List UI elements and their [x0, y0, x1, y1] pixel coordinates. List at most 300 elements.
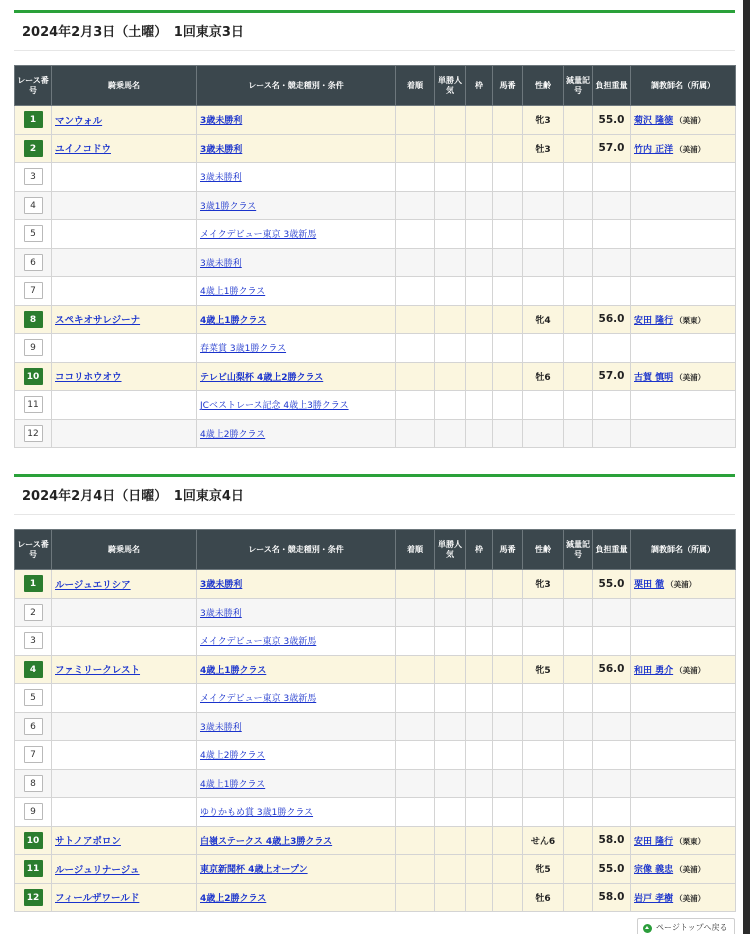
race-table — [14, 65, 736, 448]
sex-age-cell: 牝3 — [523, 106, 564, 135]
race-cell — [197, 712, 396, 741]
race-number-cell — [15, 419, 52, 448]
trainer-cell — [631, 134, 736, 163]
race-number-badge: 9 — [24, 803, 43, 820]
trainer-name-link[interactable]: 和田 勇介 — [634, 665, 674, 676]
frame-cell — [466, 598, 493, 627]
column-header: 減量記号 — [564, 66, 593, 106]
race-number-cell — [15, 391, 52, 420]
table-row — [15, 248, 736, 277]
carried-weight-cell: 56.0 — [593, 655, 631, 684]
horse-cell — [52, 855, 197, 884]
race-number-badge: 3 — [24, 632, 43, 649]
table-row — [15, 627, 736, 656]
carried-weight-cell: 56.0 — [593, 305, 631, 334]
weight-reduction-cell — [564, 248, 593, 277]
table-row — [15, 305, 736, 334]
race-name-link[interactable]: 3歳未勝利 — [200, 580, 243, 591]
page-top-button[interactable] — [637, 918, 735, 934]
sex-age-cell — [523, 598, 564, 627]
sex-age-cell: 牝4 — [523, 305, 564, 334]
race-number-cell — [15, 826, 52, 855]
trainer-cell — [631, 570, 736, 599]
column-header: 負担重量 — [593, 530, 631, 570]
race-cell — [197, 627, 396, 656]
frame-cell — [466, 134, 493, 163]
race-number-cell — [15, 769, 52, 798]
race-name-link[interactable]: 4歳上2勝クラス — [200, 429, 266, 440]
weight-reduction-cell — [564, 598, 593, 627]
table-row — [15, 419, 736, 448]
horse-number-cell — [493, 305, 523, 334]
sex-age-cell — [523, 391, 564, 420]
horse-name-link[interactable]: ファミリークレスト — [55, 665, 141, 677]
race-name-link[interactable]: 4歳上1勝クラス — [200, 287, 266, 298]
race-name-link[interactable]: 4歳上1勝クラス — [200, 665, 267, 676]
horse-name-link[interactable]: フィールザワールド — [55, 893, 140, 905]
race-name-link[interactable]: 3歳未勝利 — [200, 608, 242, 619]
weight-reduction-cell — [564, 798, 593, 827]
trainer-affiliation: （美浦） — [675, 865, 706, 875]
popularity-cell — [435, 712, 466, 741]
column-header: レース名・競走種別・条件 — [197, 66, 396, 106]
trainer-affiliation: （栗東） — [675, 836, 706, 846]
frame-cell — [466, 419, 493, 448]
horse-name-link[interactable]: サトノアポロン — [55, 836, 121, 848]
race-number-badge: 1 — [24, 111, 43, 128]
horse-cell — [52, 305, 197, 334]
column-header: 調教師名（所属） — [631, 66, 736, 106]
race-number-cell — [15, 163, 52, 192]
carried-weight-cell: 55.0 — [593, 855, 631, 884]
race-number-badge: 10 — [24, 368, 43, 385]
horse-number-cell — [493, 391, 523, 420]
race-cell — [197, 305, 396, 334]
carried-weight-cell — [593, 419, 631, 448]
race-number-cell — [15, 570, 52, 599]
trainer-cell — [631, 106, 736, 135]
frame-cell — [466, 191, 493, 220]
frame-cell — [466, 826, 493, 855]
trainer-name-link[interactable]: 岩戸 孝樹 — [634, 893, 674, 904]
finish-cell — [396, 106, 435, 135]
finish-cell — [396, 826, 435, 855]
race-number-cell — [15, 655, 52, 684]
race-number-badge: 4 — [24, 197, 43, 214]
carried-weight-cell: 55.0 — [593, 106, 631, 135]
sex-age-cell — [523, 798, 564, 827]
table-row — [15, 191, 736, 220]
horse-number-cell — [493, 769, 523, 798]
horse-number-cell — [493, 741, 523, 770]
race-number-badge: 7 — [24, 282, 43, 299]
frame-cell — [466, 883, 493, 912]
horse-number-cell — [493, 163, 523, 192]
horse-cell — [52, 570, 197, 599]
frame-cell — [466, 769, 493, 798]
horse-cell — [52, 712, 197, 741]
race-number-badge: 4 — [24, 661, 43, 678]
race-cell — [197, 191, 396, 220]
sex-age-cell — [523, 191, 564, 220]
trainer-name-link[interactable]: 菊沢 隆徳 — [634, 116, 674, 127]
carried-weight-cell — [593, 769, 631, 798]
trainer-affiliation: （美浦） — [675, 144, 706, 154]
frame-cell — [466, 655, 493, 684]
column-header: 性齢 — [523, 66, 564, 106]
popularity-cell — [435, 334, 466, 363]
horse-name-link[interactable]: ユイノコドウ — [55, 144, 111, 156]
table-row — [15, 570, 736, 599]
horse-number-cell — [493, 598, 523, 627]
weight-reduction-cell — [564, 334, 593, 363]
sex-age-cell — [523, 769, 564, 798]
race-number-cell — [15, 134, 52, 163]
scrollbar[interactable] — [743, 0, 750, 934]
race-name-link[interactable]: メイクデビュー東京 3歳新馬 — [200, 694, 317, 705]
popularity-cell — [435, 134, 466, 163]
frame-cell — [466, 334, 493, 363]
trainer-name-link[interactable]: 安田 隆行 — [634, 836, 674, 847]
trainer-cell — [631, 712, 736, 741]
trainer-cell — [631, 627, 736, 656]
sex-age-cell: 牡3 — [523, 134, 564, 163]
popularity-cell — [435, 769, 466, 798]
weight-reduction-cell — [564, 712, 593, 741]
race-cell — [197, 334, 396, 363]
trainer-cell — [631, 769, 736, 798]
popularity-cell — [435, 570, 466, 599]
day-title: 2024年2月3日（土曜） 1回東京3日 — [14, 13, 735, 51]
race-number-badge: 2 — [24, 604, 43, 621]
weight-reduction-cell — [564, 826, 593, 855]
race-name-link[interactable]: 3歳未勝利 — [200, 144, 243, 155]
race-number-cell — [15, 334, 52, 363]
frame-cell — [466, 855, 493, 884]
finish-cell — [396, 570, 435, 599]
weight-reduction-cell — [564, 684, 593, 713]
table-row — [15, 883, 736, 912]
finish-cell — [396, 220, 435, 249]
race-cell — [197, 655, 396, 684]
table-row — [15, 798, 736, 827]
weight-reduction-cell — [564, 855, 593, 884]
trainer-cell — [631, 598, 736, 627]
finish-cell — [396, 883, 435, 912]
popularity-cell — [435, 798, 466, 827]
frame-cell — [466, 106, 493, 135]
race-number-badge: 2 — [24, 140, 43, 157]
popularity-cell — [435, 220, 466, 249]
race-number-cell — [15, 277, 52, 306]
sex-age-cell — [523, 334, 564, 363]
trainer-affiliation: （栗東） — [675, 315, 706, 325]
horse-number-cell — [493, 798, 523, 827]
sex-age-cell — [523, 684, 564, 713]
popularity-cell — [435, 684, 466, 713]
horse-name-link[interactable]: ココリホウオウ — [55, 372, 122, 384]
popularity-cell — [435, 277, 466, 306]
race-name-link[interactable]: 4歳上2勝クラス — [200, 751, 266, 762]
race-name-link[interactable]: 3歳未勝利 — [200, 173, 242, 184]
weight-reduction-cell — [564, 134, 593, 163]
race-name-link[interactable]: 4歳上1勝クラス — [200, 779, 266, 790]
race-number-badge: 5 — [24, 689, 43, 706]
sex-age-cell — [523, 277, 564, 306]
finish-cell — [396, 627, 435, 656]
finish-cell — [396, 334, 435, 363]
race-number-badge: 8 — [24, 311, 43, 328]
column-header: 負担重量 — [593, 66, 631, 106]
finish-cell — [396, 248, 435, 277]
trainer-cell — [631, 798, 736, 827]
race-number-badge: 3 — [24, 168, 43, 185]
column-header: 着順 — [396, 530, 435, 570]
weight-reduction-cell — [564, 305, 593, 334]
race-cell — [197, 826, 396, 855]
trainer-cell — [631, 391, 736, 420]
race-name-link[interactable]: JCベストレース記念 4歳上3勝クラス — [200, 401, 349, 412]
weight-reduction-cell — [564, 627, 593, 656]
race-name-link[interactable]: テレビ山梨杯 4歳上2勝クラス — [200, 372, 324, 383]
popularity-cell — [435, 883, 466, 912]
race-cell — [197, 883, 396, 912]
race-cell — [197, 855, 396, 884]
finish-cell — [396, 684, 435, 713]
horse-name-link[interactable]: スペキオサレジーナ — [55, 315, 141, 327]
race-cell — [197, 220, 396, 249]
table-row — [15, 826, 736, 855]
race-number-cell — [15, 106, 52, 135]
table-row — [15, 769, 736, 798]
horse-name-link[interactable]: ルージュリナージュ — [55, 864, 140, 876]
weight-reduction-cell — [564, 419, 593, 448]
sex-age-cell: 牝5 — [523, 655, 564, 684]
finish-cell — [396, 191, 435, 220]
race-name-link[interactable]: メイクデビュー東京 3歳新馬 — [200, 230, 317, 241]
race-name-link[interactable]: 東京新聞杯 4歳上オープン — [200, 865, 308, 876]
race-number-badge: 6 — [24, 718, 43, 735]
race-cell — [197, 741, 396, 770]
horse-name-link[interactable]: ルージュエリシア — [55, 579, 131, 591]
column-header: レース番号 — [15, 530, 52, 570]
horse-number-cell — [493, 570, 523, 599]
weight-reduction-cell — [564, 362, 593, 391]
frame-cell — [466, 712, 493, 741]
column-header: 騎乗馬名 — [52, 530, 197, 570]
race-number-badge: 11 — [24, 860, 43, 877]
column-header: 調教師名（所属） — [631, 530, 736, 570]
horse-number-cell — [493, 362, 523, 391]
carried-weight-cell — [593, 334, 631, 363]
race-number-badge: 5 — [24, 225, 43, 242]
horse-cell — [52, 883, 197, 912]
race-name-link[interactable]: 3歳未勝利 — [200, 258, 242, 269]
trainer-name-link[interactable]: 古賀 慎明 — [634, 372, 674, 383]
finish-cell — [396, 134, 435, 163]
sex-age-cell: 牝5 — [523, 855, 564, 884]
page-top-label: ページトップへ戻る — [656, 923, 728, 932]
table-row — [15, 134, 736, 163]
race-number-cell — [15, 684, 52, 713]
trainer-name-link[interactable]: 宗像 義忠 — [634, 865, 674, 876]
finish-cell — [396, 855, 435, 884]
popularity-cell — [435, 655, 466, 684]
frame-cell — [466, 570, 493, 599]
trainer-affiliation: （美浦） — [675, 893, 706, 903]
frame-cell — [466, 220, 493, 249]
carried-weight-cell — [593, 277, 631, 306]
column-header: 単勝人気 — [435, 66, 466, 106]
carried-weight-cell: 58.0 — [593, 883, 631, 912]
horse-number-cell — [493, 655, 523, 684]
carried-weight-cell: 57.0 — [593, 134, 631, 163]
frame-cell — [466, 163, 493, 192]
horse-cell — [52, 826, 197, 855]
horse-cell — [52, 741, 197, 770]
trainer-name-link[interactable]: 栗田 徹 — [634, 580, 665, 591]
finish-cell — [396, 655, 435, 684]
finish-cell — [396, 163, 435, 192]
column-header: 枠 — [466, 66, 493, 106]
weight-reduction-cell — [564, 769, 593, 798]
horse-number-cell — [493, 883, 523, 912]
carried-weight-cell — [593, 163, 631, 192]
finish-cell — [396, 598, 435, 627]
race-number-cell — [15, 220, 52, 249]
weight-reduction-cell — [564, 277, 593, 306]
table-row — [15, 277, 736, 306]
weight-reduction-cell — [564, 741, 593, 770]
frame-cell — [466, 798, 493, 827]
carried-weight-cell — [593, 627, 631, 656]
race-cell — [197, 362, 396, 391]
popularity-cell — [435, 362, 466, 391]
horse-cell — [52, 134, 197, 163]
table-header-row — [15, 530, 736, 570]
horse-number-cell — [493, 334, 523, 363]
carried-weight-cell — [593, 798, 631, 827]
race-table — [14, 529, 736, 912]
horse-cell — [52, 106, 197, 135]
race-name-link[interactable]: 白嶺ステークス 4歳上3勝クラス — [200, 836, 333, 847]
race-cell — [197, 769, 396, 798]
race-name-link[interactable]: 春菜賞 3歳1勝クラス — [200, 344, 287, 355]
race-number-cell — [15, 627, 52, 656]
carried-weight-cell: 58.0 — [593, 826, 631, 855]
trainer-affiliation: （美浦） — [666, 580, 697, 590]
horse-number-cell — [493, 191, 523, 220]
trainer-affiliation: （美浦） — [675, 665, 706, 675]
race-cell — [197, 419, 396, 448]
race-cell — [197, 684, 396, 713]
race-name-link[interactable]: 3歳未勝利 — [200, 116, 243, 127]
frame-cell — [466, 741, 493, 770]
trainer-cell — [631, 855, 736, 884]
sex-age-cell: 牝3 — [523, 570, 564, 599]
table-row — [15, 855, 736, 884]
weight-reduction-cell — [564, 655, 593, 684]
race-number-cell — [15, 305, 52, 334]
finish-cell — [396, 391, 435, 420]
race-name-link[interactable]: 4歳上1勝クラス — [200, 315, 267, 326]
horse-name-link[interactable]: マンウォル — [55, 115, 103, 127]
popularity-cell — [435, 627, 466, 656]
finish-cell — [396, 419, 435, 448]
trainer-name-link[interactable]: 竹内 正洋 — [634, 144, 674, 155]
race-name-link[interactable]: 4歳上2勝クラス — [200, 893, 267, 904]
horse-cell — [52, 248, 197, 277]
column-header: 枠 — [466, 530, 493, 570]
horse-cell — [52, 220, 197, 249]
race-number-badge: 7 — [24, 746, 43, 763]
race-number-badge: 9 — [24, 339, 43, 356]
race-number-cell — [15, 798, 52, 827]
carried-weight-cell — [593, 598, 631, 627]
weight-reduction-cell — [564, 570, 593, 599]
race-number-cell — [15, 191, 52, 220]
race-name-link[interactable]: ゆりかもめ賞 3歳1勝クラス — [200, 808, 314, 819]
race-number-cell — [15, 712, 52, 741]
frame-cell — [466, 362, 493, 391]
table-row — [15, 163, 736, 192]
popularity-cell — [435, 248, 466, 277]
race-number-badge: 11 — [24, 396, 43, 413]
horse-cell — [52, 191, 197, 220]
horse-number-cell — [493, 134, 523, 163]
race-cell — [197, 248, 396, 277]
horse-cell — [52, 362, 197, 391]
trainer-affiliation: （美浦） — [675, 116, 706, 126]
race-number-cell — [15, 883, 52, 912]
column-header: 性齢 — [523, 530, 564, 570]
table-row — [15, 741, 736, 770]
sex-age-cell — [523, 712, 564, 741]
popularity-cell — [435, 855, 466, 884]
race-cell — [197, 391, 396, 420]
race-day-section — [14, 474, 735, 912]
weight-reduction-cell — [564, 220, 593, 249]
finish-cell — [396, 712, 435, 741]
trainer-name-link[interactable]: 安田 隆行 — [634, 315, 674, 326]
trainer-cell — [631, 305, 736, 334]
popularity-cell — [435, 419, 466, 448]
race-name-link[interactable]: 3歳未勝利 — [200, 722, 242, 733]
finish-cell — [396, 362, 435, 391]
horse-number-cell — [493, 826, 523, 855]
carried-weight-cell: 57.0 — [593, 362, 631, 391]
column-header: レース番号 — [15, 66, 52, 106]
finish-cell — [396, 769, 435, 798]
popularity-cell — [435, 826, 466, 855]
race-name-link[interactable]: 3歳1勝クラス — [200, 201, 257, 212]
column-header: 馬番 — [493, 530, 523, 570]
horse-cell — [52, 163, 197, 192]
frame-cell — [466, 277, 493, 306]
finish-cell — [396, 741, 435, 770]
column-header: 着順 — [396, 66, 435, 106]
horse-cell — [52, 334, 197, 363]
table-row — [15, 362, 736, 391]
sex-age-cell — [523, 741, 564, 770]
race-number-cell — [15, 598, 52, 627]
finish-cell — [396, 277, 435, 306]
horse-number-cell — [493, 855, 523, 884]
weight-reduction-cell — [564, 163, 593, 192]
horse-number-cell — [493, 248, 523, 277]
trainer-cell — [631, 362, 736, 391]
race-name-link[interactable]: メイクデビュー東京 3歳新馬 — [200, 637, 317, 648]
